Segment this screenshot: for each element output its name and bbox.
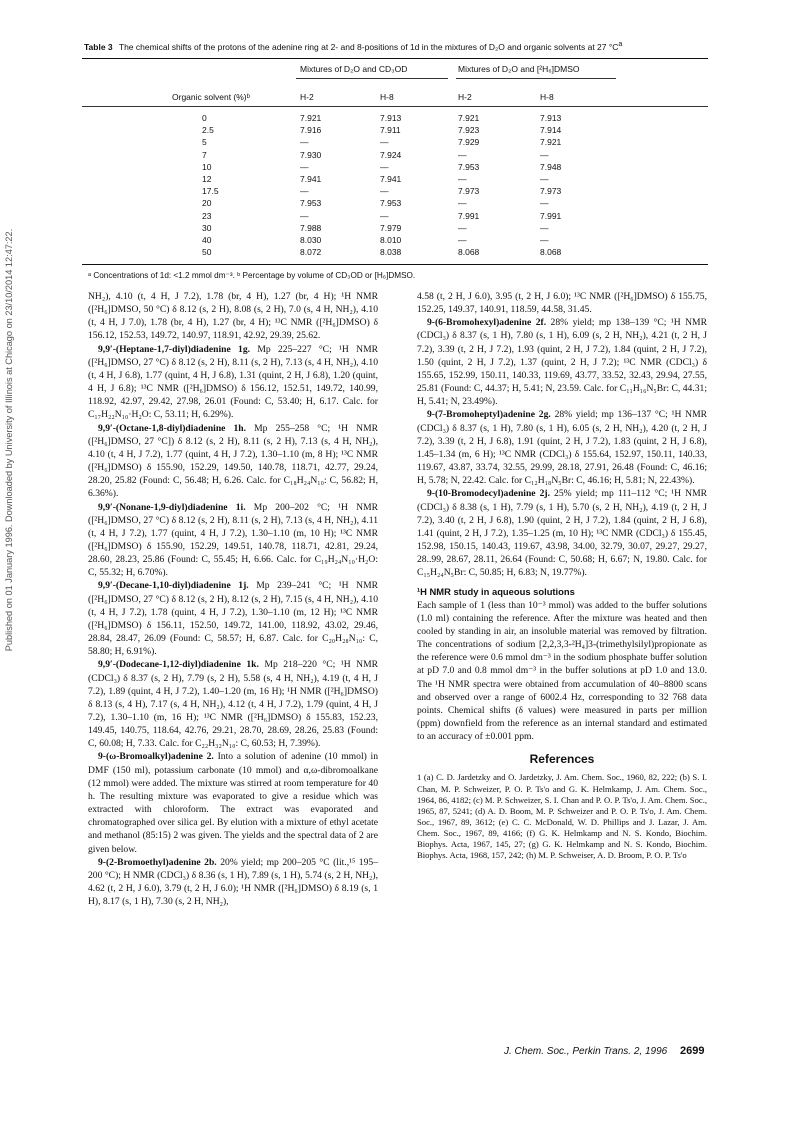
references-heading: References xyxy=(529,752,595,767)
table-cell-shift: — xyxy=(540,149,549,160)
table-cell-solvent: 50 xyxy=(202,247,212,258)
caption-footnote-mark: a xyxy=(618,40,623,48)
compound-name: 9-(7-Bromoheptyl)adenine 2g. xyxy=(427,409,551,421)
compound-name: 9-(10-Bromodecyl)adenine 2j. xyxy=(427,488,550,500)
compound-name: 9,9′-(Dodecane-1,12-diyl)diadenine 1k. xyxy=(98,659,259,671)
compound-name: 9,9′-(Nonane-1,9-diyl)diadenine 1i. xyxy=(98,501,246,513)
paragraph: Each sample of 1 (less than 10⁻³ mmol) was added to the buffer solutions (1.0 ml) containing the reference. After the mixture was heated and then cooled by standing in air, an insoluble material was removed by filtration. The concentrations of sodium [2,2,3,3-²H₄]3-(trimethylsilyl)propionate as the reference were 0.6 mmol dm⁻³ in the sodium phosphate buffer solution at pD 7.0 and 0.8 mmol dm⁻³ in the buffer solutions at pD 1.0 and 13.0. The ¹H NMR spectra were obtained from accumulation of 40–8800 scans and observed over a range of 6002.4 Hz, corresponding to 32 768 data points. Chemical shifts (δ values) were measured in parts per million (ppm) downfield from the reference as an internal standard and estimated to an accuracy of ±0.001 ppm. xyxy=(417,599,707,743)
table-cell-shift: 8.068 xyxy=(458,247,480,258)
compound-data: 25% yield; mp 111–112 °C; ¹H NMR (CDCl₃) δ 8.38 (s, 1 H), 7.79 (s, 1 H), 5.70 (s, 2 H, NH₂), 4.19 (t, 2 H, J 7.2), 3.40 (t, 2 H, J 6.8), 1.90 (quint, 2 H, J 7.2), 1.84 (quint, 2 H, J 6.8), 1.41 (quint, 2 H, J 7.2), 1.35–1.25 (m, 10 H); ¹³C NMR (CDCl₃) δ 155.45, 152.98, 150.15, 140.43, 119.67, 43.98, 34.00, 32.79, 30.07, 29.27, 29.27, 28..99, 28.67, 28.11, 26.64 (Found: C, 50.68; H, 6.67; N, 19.80. Calc. for C₁₅H₂₄N₅Br: C, 50.85; H, 6.83; N, 19.77%). xyxy=(417,488,708,579)
table-caption xyxy=(84,40,704,52)
table-top-rule xyxy=(82,58,708,59)
table-cell-shift: 7.929 xyxy=(458,137,480,148)
table-cell-shift: 7.973 xyxy=(458,186,480,197)
table-cell-solvent: 17.5 xyxy=(202,186,219,197)
table-cell-shift: 7.948 xyxy=(540,161,562,172)
table-cell-shift: — xyxy=(458,235,467,245)
compound-data: Mp 255–258 °C; ¹H NMR ([²H₆]DMSO, 27 °C]) δ 8.12 (s, 2 H), 8.11 (s, 2 H), 7.13 (s, 4 H, NH₂), 4.10 (t, 4 H, J 7.2), 1.77 (quint, 4 H, J 7.2), 1.30–1.10 (m, 8 H); ¹³C NMR ([²H₆]DMSO) δ 155.90, 152.29, 149.50, 140.78, 118.71, 42.77, 29.24, 28.20, 25.82 (Found: C, 56.48; H, 6.26. Calc. for C₁₈H₂₄N₁₀: C, 56.82; H, 6.36%). xyxy=(88,422,379,500)
left-column xyxy=(88,290,378,908)
table-cell-solvent: 5 xyxy=(202,137,207,148)
table-cell-shift: 8.030 xyxy=(300,235,322,245)
table-cell-shift: 7.953 xyxy=(300,198,322,209)
compound-entry xyxy=(417,408,707,487)
table-cell-shift: 7.991 xyxy=(458,210,480,221)
table-cell-shift: 7.913 xyxy=(380,113,402,123)
compound-entry xyxy=(88,856,378,909)
compound-entry xyxy=(88,343,378,422)
table-cell-shift: 7.973 xyxy=(540,186,562,197)
section-heading: ¹H NMR study in aqueous solutions xyxy=(417,586,575,598)
table-cell-shift: 7.923 xyxy=(458,125,480,136)
table-cell-shift: — xyxy=(458,198,467,209)
table-cell-shift: 7.941 xyxy=(300,174,322,184)
group-header-cd3od: Mixtures of D₂O and CD₃OD xyxy=(300,64,408,74)
download-watermark xyxy=(2,230,16,650)
table-cell-shift: — xyxy=(540,235,549,245)
table-cell-solvent: 2.5 xyxy=(202,125,214,136)
paragraph: NH₂), 4.10 (t, 4 H, J 7.2), 1.78 (br, 4 H), 1.27 (br, 4 H); ¹H NMR ([²H₆]DMSO, 50 °C) δ 8.12 (s, 2 H), 8.08 (s, 2 H), 7.0 (s, 4 H, NH₂), 4.10 (t, 4 H, J 7.0), 1.78 (br, 4 H), 1.27 (br, 4 H); ¹³C NMR ([²H₆]DMSO) δ 156.12, 152.53, 149.72, 140.97, 118.91, 42.92, 29.39, 25.62. xyxy=(88,291,378,342)
references-list: 1 (a) C. D. Jardetzky and O. Jardetzky, J. Am. Chem. Soc., 1960, 82, 222; (b) S. I. Chan, M. P. Schweizer, P. O. P. Ts'o and G. K. Helmkamp, J. Am. Chem. Soc., 1964, 86, 4182; (c) M. P. Schweizer, S. I. Chan and P. O. P. Ts'o, J. Am. Chem. Soc., 1965, 87, 5241; (d) A. D. Boom, M. P. Schweizer and P. O. P. Ts'o, J. Am. Chem. Soc., 1967, 89, 3612; (e) C. C. McDonald, W. D. Phillips and J. Lazar, J. Am. Chem. Soc., 1967, 89, 4166; (f) G. K. Helmkamp and N. S. Kondo, Biochim. Biophys. Acta, 1967, 145, 27; (g) G. K. Helmkamp and N. S. Kondo, Biochim. Biophys. Acta, 1968, 157, 242; (h) M. P. Schweiser, A. D. Broom, P. O. P. Ts'o xyxy=(417,772,707,861)
table-cell-shift: — xyxy=(380,210,389,221)
compound-data: Into a solution of adenine (10 mmol) in DMF (150 ml), potassium carbonate (10 mmol) and α,ω-dibromoalkane (12 mmol) were added. The mixture was stirred at room temperature for 40 h. The resulting mixture was evaporated to give a residue which was extracted with chloroform. The extract was evaporated and chromatographed over silica gel. By elution with a mixture of ethyl acetate and methanol (85:15) 2 was given. The yields and the spectral data of 2 are given below. xyxy=(88,751,378,855)
table-cell-solvent: 20 xyxy=(202,198,212,209)
compound-data: Mp 200–202 °C; ¹H NMR ([²H₆]DMSO, 27 °C) δ 8.12 (s, 2 H), 8.11 (s, 2 H), 7.13 (s, 4 H, NH₂), 4.11 (t, 4 H, J 7.2), 1.77 (quint, 4 H, J 7.2), 1.30–1.10 (m, 10 H); ¹³C NMR ([²H₆]DMSO) δ 155.90, 152.29, 149.51, 140.78, 118.71, 42.81, 29.24, 28.60, 28.23, 25.86 (Found: C, 55.45; H, 6.66. Calc. for C₁₉H₂₄N₁₀·H₂O: C, 55.32; H, 6.70%). xyxy=(88,501,378,579)
table-cell-shift: — xyxy=(458,149,467,160)
compound-entry xyxy=(88,658,378,750)
table-cell-shift: — xyxy=(540,174,549,184)
col-h2-cd3od: H-2 xyxy=(300,92,314,102)
table-cell-shift: — xyxy=(540,198,549,209)
journal-footer: J. Chem. Soc., Perkin Trans. 2, 1996 xyxy=(504,1046,668,1057)
table-cell-shift: 7.941 xyxy=(380,174,402,184)
compound-entry xyxy=(88,501,378,580)
group-header-dmso: Mixtures of D₂O and [²H₆]DMSO xyxy=(458,64,580,74)
compound-name: 9,9′-(Octane-1,8-diyl)diadenine 1h. xyxy=(98,422,247,434)
table-header-rule xyxy=(82,106,708,107)
col-h8-dmso: H-8 xyxy=(540,92,554,102)
table-cell-shift: 7.911 xyxy=(380,125,401,136)
table-cell-shift: — xyxy=(300,210,309,221)
compound-data: Mp 239–241 °C; ¹H NMR ([²H₆]DMSO, 27 °C) δ 8.12 (s, 2 H), 8.12 (s, 2 H), 7.15 (s, 4 H, NH₂), 4.10 (t, 4 H, J 7.2), 1.78 (quint, 4 H, J 7.2), 1.30–1.10 (m, 12 H); ¹³C NMR ([²H₆]DMSO) δ 156.11, 152.50, 149.72, 141.00, 118.92, 43.02, 29.46, 28.84, 28.47, 26.09 (Found: C, 58.57; H, 6.87. Calc. for C₂₀H₂₈N₁₀: C, 58.80; H, 6.91%). xyxy=(88,580,379,658)
table-cell-shift: 8.068 xyxy=(540,247,562,258)
table-cell-shift: — xyxy=(300,186,309,197)
group-rule-2 xyxy=(456,78,616,79)
table-footnote: ᵃ Concentrations of 1d: <1.2 mmol dm⁻³. ᵇ Percentage by volume of CD₃OD or [H₆]DMSO. xyxy=(88,271,416,280)
compound-entry xyxy=(88,750,378,855)
compound-entry xyxy=(88,422,378,501)
solvent-header: Organic solvent (%)ᵇ xyxy=(172,92,250,102)
table-cell-solvent: 0 xyxy=(202,113,207,123)
table-cell-shift: 7.953 xyxy=(380,198,402,209)
compound-name: 9,9′-(Heptane-1,7-diyl)diadenine 1g. xyxy=(98,343,251,355)
table-cell-shift: 7.921 xyxy=(300,113,322,123)
compound-entry xyxy=(88,579,378,658)
table-cell-shift: 7.914 xyxy=(540,125,562,136)
table-cell-shift: 7.916 xyxy=(300,125,322,136)
table-cell-shift: — xyxy=(380,161,389,172)
compound-data: 28% yield; mp 138–139 °C; ¹H NMR (CDCl₃) δ 8.37 (s, 1 H), 7.80 (s, 1 H), 6.09 (s, 2 H, NH₂), 4.21 (t, 2 H, J 7.2), 3.39 (t, 2 H, J 7.2), 1.93 (quint, 2 H, J 7.2), 1.84 (quint, 2 H, J 7.2), 1.50 (quint, 2 H, J 7.2), 1.37 (quint, 2 H, J 7.2); ¹³C NMR (CDCl₃) δ 155.65, 152.99, 150.11, 140.33, 119.69, 43.77, 33.52, 32.43, 29.94, 27.55, 25.81 (Found: C, 44.37; H, 5.41; N, 23.59. Calc. for C₁₁H₁₆N₅Br: C, 44.31; H, 5.41; N, 23.49%). xyxy=(417,317,707,408)
table-cell-solvent: 10 xyxy=(202,161,212,172)
table-bottom-rule xyxy=(82,264,708,265)
table-cell-shift: 7.930 xyxy=(300,149,322,160)
compound-name: 9-(ω-Bromoalkyl)adenine 2. xyxy=(98,751,214,763)
compound-entry xyxy=(417,487,707,579)
table-cell-shift: 8.010 xyxy=(380,235,402,245)
table-cell-shift: 8.038 xyxy=(380,247,402,258)
col-h8-cd3od: H-8 xyxy=(380,92,394,102)
table-cell-shift: 8.072 xyxy=(300,247,322,258)
page-number: 2699 xyxy=(680,1045,705,1057)
download-note: Published on 01 January 1996. Downloaded by University of Illinois at Chicago on 23/10/2014 12:47:22. xyxy=(4,228,14,652)
right-paragraphs xyxy=(417,290,707,743)
table-cell-shift: 7.924 xyxy=(380,149,402,160)
table-caption-text: The chemical shifts of the protons of the adenine ring at 2- and 8-positions of 1d in the mixtures of D₂O and organic solvents at 27 °C xyxy=(118,41,619,52)
table-cell-solvent: 40 xyxy=(202,235,212,245)
table-cell-shift: 7.988 xyxy=(300,222,322,233)
table-cell-solvent: 12 xyxy=(202,174,212,184)
table-cell-shift: — xyxy=(300,161,309,172)
compound-data: Mp 218–220 °C; ¹H NMR (CDCl₃) δ 8.37 (s, 2 H), 7.79 (s, 2 H), 5.58 (s, 4 H, NH₂), 4.19 (t, 4 H, J 7.2), 1.89 (quint, 4 H, J 7.2), 1.40–1.20 (m, 16 H); ¹H NMR ([²H₆]DMSO) δ 8.13 (s, 4 H), 7.17 (s, 4 H, NH₂), 4.12 (t, 4 H, J 7.2), 1.79 (quint, 4 H, J 7.2), 1.30–1.10 (m, 16 H); ¹³C NMR ([²H₆]DMSO) δ 155.83, 152.23, 149.45, 140.75, 118.64, 42.76, 29.21, 28.70, 28.69, 28.26, 25.83 (Found: C, 60.08; H, 7.33. Calc. for C₂₂H₃₂N₁₀: C, 60.53; H, 7.39%). xyxy=(88,659,378,750)
right-column xyxy=(417,290,707,861)
table-cell-shift: 7.913 xyxy=(540,113,562,123)
table-cell-solvent: 23 xyxy=(202,210,212,221)
table-cell-shift: — xyxy=(300,137,309,148)
table-cell-shift: — xyxy=(458,174,467,184)
compound-data: Mp 225–227 °C; ¹H NMR ([²H₆]DMSO, 27 °C) δ 8.12 (s, 2 H), 8.11 (s, 2 H), 7.13 (s, 4 H, NH₂), 4.10 (t, 4 H, J 6.8), 1.77 (quint, 4 H, J 6.8), 1.31 (quint, 2 H, J 6.8), 1.20 (quint, 4 H, J 6.8); ¹³C NMR ([²H₆]DMSO) δ 156.12, 152.51, 149.72, 140.99, 118.92, 42.97, 29.42, 27.98, 26.01 (Found: C, 53.40; H, 6.17. Calc. for C₁₇H₂₂N₁₀·H₂O: C, 53.11; H, 6.29%). xyxy=(88,343,378,421)
table-cell-solvent: 30 xyxy=(202,222,212,233)
table-cell-shift: — xyxy=(540,222,549,233)
table-cell-shift: 7.979 xyxy=(380,222,402,233)
group-rule-1 xyxy=(296,78,448,79)
col-h2-dmso: H-2 xyxy=(458,92,472,102)
compound-name: 9-(6-Bromohexyl)adenine 2f. xyxy=(427,317,547,329)
table-cell-solvent: 7 xyxy=(202,149,207,160)
table-label: Table 3 xyxy=(84,41,113,52)
table-cell-shift: 7.921 xyxy=(540,137,562,148)
table-cell-shift: — xyxy=(458,222,467,233)
paragraph: 4.58 (t, 2 H, J 6.0), 3.95 (t, 2 H, J 6.0); ¹³C NMR ([²H₆]DMSO) δ 155.75, 152.25, 149.37, 140.91, 118.59, 44.58, 31.45. xyxy=(417,291,707,316)
table-cell-shift: 7.991 xyxy=(540,210,562,221)
table-cell-shift: 7.921 xyxy=(458,113,480,123)
table-cell-shift: — xyxy=(380,137,389,148)
compound-name: 9,9′-(Decane-1,10-diyl)diadenine 1j. xyxy=(98,580,249,592)
compound-entry xyxy=(417,316,707,408)
table-cell-shift: — xyxy=(380,186,389,197)
compound-data: 20% yield; mp 200–205 °C (lit.,¹⁵ 195–200 °C); H NMR (CDCl₃) δ 8.36 (s, 1 H), 7.89 (s, 1 H), 5.74 (s, 2 H, NH₂), 4.62 (t, 2 H, J 6.0), 3.79 (t, 2 H, J 6.0); ¹H NMR ([²H₆]DMSO) δ 8.19 (s, 1 H), 8.17 (s, 1 H), 7.30 (s, 2 H, NH₂), xyxy=(88,856,378,908)
compound-name: 9-(2-Bromoethyl)adenine 2b. xyxy=(98,856,217,868)
table-cell-shift: 7.953 xyxy=(458,161,480,172)
compound-data: 28% yield; mp 136–137 °C; ¹H NMR (CDCl₃) δ 8.37 (s, 1 H), 7.80 (s, 1 H), 6.05 (s, 2 H, NH₂), 4.20 (t, 2 H, J 7.2), 3.39 (t, 2 H, J 6.8), 1.91 (quint, 2 H, J 7.2), 1.83 (quint, 2 H, J 6.8), 1.45–1.34 (m, 6 H); ¹³C NMR (CDCl₃) δ 155.64, 152.97, 150.11, 140.33, 119.67, 43.87, 33.74, 32.55, 29.99, 28.18, 27.91, 26.48 (Found: C, 46.16; H, 5.78; N, 22.42. Calc. for C₁₂H₁₈N₅Br: C, 46.16; H, 5.81; N, 22.43%). xyxy=(417,409,708,487)
